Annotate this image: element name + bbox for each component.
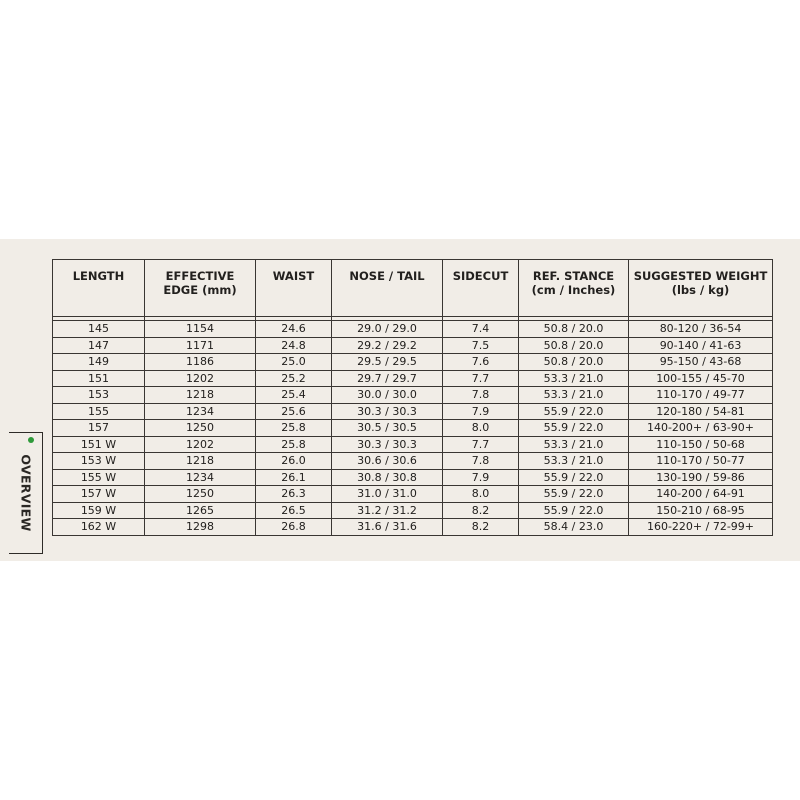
cell-sidecut: 8.2 — [443, 519, 519, 536]
cell-waist: 24.8 — [256, 337, 332, 354]
cell-length: 155 — [53, 403, 145, 420]
cell-suggested-weight: 130-190 / 59-86 — [629, 469, 773, 486]
cell-waist: 26.1 — [256, 469, 332, 486]
header-effective-edge — [145, 260, 256, 317]
table-row — [53, 387, 773, 404]
cell-effective-edge: 1171 — [145, 337, 256, 354]
cell-waist: 25.0 — [256, 354, 332, 371]
cell-waist: 25.2 — [256, 370, 332, 387]
cell-nose-tail: 29.2 / 29.2 — [332, 337, 443, 354]
cell-suggested-weight: 110-170 / 49-77 — [629, 387, 773, 404]
cell-nose-tail: 30.6 / 30.6 — [332, 453, 443, 470]
cell-waist: 26.5 — [256, 502, 332, 519]
cell-ref-stance: 55.9 / 22.0 — [519, 403, 629, 420]
cell-suggested-weight: 110-170 / 50-77 — [629, 453, 773, 470]
cell-sidecut: 7.8 — [443, 453, 519, 470]
header-waist — [256, 260, 332, 317]
cell-suggested-weight: 95-150 / 43-68 — [629, 354, 773, 371]
cell-length: 157 W — [53, 486, 145, 503]
cell-nose-tail: 30.0 / 30.0 — [332, 387, 443, 404]
cell-waist: 25.4 — [256, 387, 332, 404]
table-header — [53, 260, 773, 317]
cell-effective-edge: 1218 — [145, 453, 256, 470]
cell-sidecut: 7.6 — [443, 354, 519, 371]
cell-waist: 26.0 — [256, 453, 332, 470]
cell-nose-tail: 31.2 / 31.2 — [332, 502, 443, 519]
cell-ref-stance: 55.9 / 22.0 — [519, 486, 629, 503]
table-row — [53, 453, 773, 470]
header-text: (cm / Inches) — [531, 283, 616, 297]
cell-effective-edge: 1202 — [145, 370, 256, 387]
table-row — [53, 502, 773, 519]
cell-waist: 26.8 — [256, 519, 332, 536]
cell-effective-edge: 1250 — [145, 420, 256, 437]
cell-suggested-weight: 140-200+ / 63-90+ — [629, 420, 773, 437]
header-suggested-weight — [629, 260, 773, 317]
cell-nose-tail: 29.0 / 29.0 — [332, 321, 443, 338]
table-row — [53, 469, 773, 486]
table-row — [53, 354, 773, 371]
header-text: SUGGESTED WEIGHT — [633, 269, 768, 283]
cell-suggested-weight: 140-200 / 64-91 — [629, 486, 773, 503]
cell-length: 155 W — [53, 469, 145, 486]
cell-suggested-weight: 80-120 / 36-54 — [629, 321, 773, 338]
cell-waist: 25.8 — [256, 436, 332, 453]
cell-nose-tail: 30.5 / 30.5 — [332, 420, 443, 437]
cell-length: 153 W — [53, 453, 145, 470]
cell-waist: 25.8 — [256, 420, 332, 437]
overview-label: OVERVIEW — [18, 454, 34, 532]
cell-length: 153 — [53, 387, 145, 404]
cell-length: 162 W — [53, 519, 145, 536]
cell-waist: 26.3 — [256, 486, 332, 503]
cell-ref-stance: 53.3 / 21.0 — [519, 387, 629, 404]
cell-effective-edge: 1298 — [145, 519, 256, 536]
cell-length: 157 — [53, 420, 145, 437]
header-text: EDGE (mm) — [163, 283, 237, 297]
table-row — [53, 420, 773, 437]
cell-effective-edge: 1154 — [145, 321, 256, 338]
header-text: LENGTH — [72, 269, 125, 283]
cell-ref-stance: 50.8 / 20.0 — [519, 337, 629, 354]
cell-sidecut: 7.9 — [443, 469, 519, 486]
header-ref-stance — [519, 260, 629, 317]
cell-sidecut: 7.5 — [443, 337, 519, 354]
table-row — [53, 321, 773, 338]
cell-ref-stance: 55.9 / 22.0 — [519, 420, 629, 437]
cell-suggested-weight: 110-150 / 50-68 — [629, 436, 773, 453]
cell-suggested-weight: 160-220+ / 72-99+ — [629, 519, 773, 536]
header-nose-tail — [332, 260, 443, 317]
size-spec-table — [52, 259, 773, 536]
cell-nose-tail: 30.8 / 30.8 — [332, 469, 443, 486]
header-text: EFFECTIVE — [165, 269, 235, 283]
cell-effective-edge: 1218 — [145, 387, 256, 404]
cell-sidecut: 7.4 — [443, 321, 519, 338]
cell-nose-tail: 30.3 / 30.3 — [332, 436, 443, 453]
cell-effective-edge: 1186 — [145, 354, 256, 371]
cell-nose-tail: 29.5 / 29.5 — [332, 354, 443, 371]
cell-ref-stance: 50.8 / 20.0 — [519, 354, 629, 371]
cell-sidecut: 7.7 — [443, 436, 519, 453]
cell-ref-stance: 53.3 / 21.0 — [519, 370, 629, 387]
header-row — [53, 260, 773, 317]
cell-sidecut: 8.0 — [443, 486, 519, 503]
cell-sidecut: 8.2 — [443, 502, 519, 519]
table-row — [53, 403, 773, 420]
cell-length: 145 — [53, 321, 145, 338]
header-text: REF. STANCE — [532, 269, 615, 283]
header-length — [53, 260, 145, 317]
cell-effective-edge: 1234 — [145, 403, 256, 420]
header-text: NOSE / TAIL — [349, 269, 425, 283]
cell-suggested-weight: 150-210 / 68-95 — [629, 502, 773, 519]
cell-waist: 24.6 — [256, 321, 332, 338]
cell-waist: 25.6 — [256, 403, 332, 420]
cell-nose-tail: 29.7 / 29.7 — [332, 370, 443, 387]
cell-sidecut: 7.7 — [443, 370, 519, 387]
header-text: WAIST — [272, 269, 315, 283]
cell-sidecut: 7.8 — [443, 387, 519, 404]
table-row — [53, 519, 773, 536]
cell-nose-tail: 30.3 / 30.3 — [332, 403, 443, 420]
cell-ref-stance: 55.9 / 22.0 — [519, 502, 629, 519]
cell-length: 151 — [53, 370, 145, 387]
cell-effective-edge: 1202 — [145, 436, 256, 453]
header-text: SIDECUT — [452, 269, 509, 283]
cell-length: 147 — [53, 337, 145, 354]
cell-suggested-weight: 100-155 / 45-70 — [629, 370, 773, 387]
cell-ref-stance: 53.3 / 21.0 — [519, 436, 629, 453]
header-sidecut — [443, 260, 519, 317]
cell-ref-stance: 55.9 / 22.0 — [519, 469, 629, 486]
cell-sidecut: 8.0 — [443, 420, 519, 437]
table-row — [53, 337, 773, 354]
table-row — [53, 370, 773, 387]
cell-nose-tail: 31.6 / 31.6 — [332, 519, 443, 536]
cell-ref-stance: 58.4 / 23.0 — [519, 519, 629, 536]
cell-nose-tail: 31.0 / 31.0 — [332, 486, 443, 503]
cell-effective-edge: 1234 — [145, 469, 256, 486]
header-text: (lbs / kg) — [671, 283, 730, 297]
cell-length: 151 W — [53, 436, 145, 453]
cell-effective-edge: 1250 — [145, 486, 256, 503]
cell-suggested-weight: 90-140 / 41-63 — [629, 337, 773, 354]
table-body — [53, 317, 773, 536]
cell-ref-stance: 53.3 / 21.0 — [519, 453, 629, 470]
table-row — [53, 436, 773, 453]
cell-suggested-weight: 120-180 / 54-81 — [629, 403, 773, 420]
cell-sidecut: 7.9 — [443, 403, 519, 420]
cell-ref-stance: 50.8 / 20.0 — [519, 321, 629, 338]
cell-length: 159 W — [53, 502, 145, 519]
cell-effective-edge: 1265 — [145, 502, 256, 519]
overview-dot-icon — [28, 437, 34, 443]
cell-length: 149 — [53, 354, 145, 371]
table-row — [53, 486, 773, 503]
